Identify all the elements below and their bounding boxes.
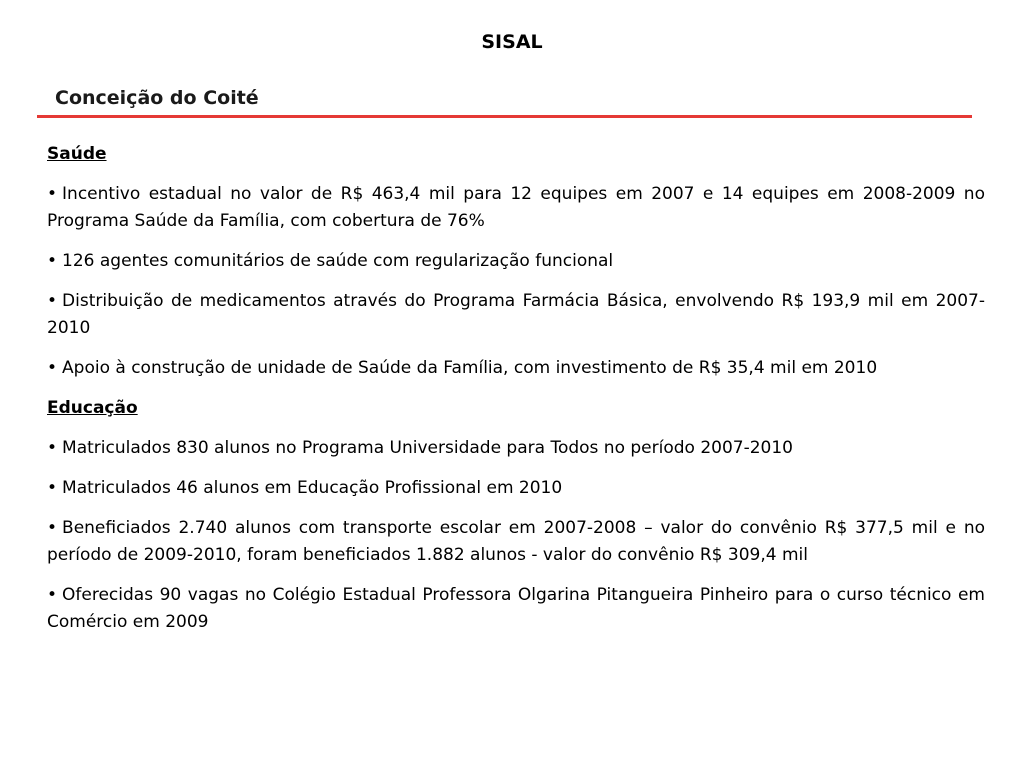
slide-title: SISAL <box>481 31 543 53</box>
list-item-text: Distribuição de medicamentos através do Programa Farmácia Básica, envolvendo R$ 193,9 mil em 2007-2010 <box>47 291 985 338</box>
slide-content <box>47 141 985 649</box>
bullet-icon: • <box>47 291 58 311</box>
bullet-icon: • <box>47 184 58 204</box>
list-item-text: Beneficiados 2.740 alunos com transporte escolar em 2007-2008 – valor do convênio R$ 377,5 mil e no período de 2009-2010, foram beneficiados 1.882 alunos - valor do convênio R$ 309,4 mil <box>47 518 985 565</box>
section-educacao <box>47 395 985 636</box>
bullet-icon: • <box>47 478 58 498</box>
list-item <box>47 435 985 462</box>
list-item-text: Matriculados 830 alunos no Programa Universidade para Todos no período 2007-2010 <box>62 438 793 458</box>
list-item <box>47 181 985 235</box>
list-item <box>47 475 985 502</box>
list-item <box>47 355 985 382</box>
list-item-text: Matriculados 46 alunos em Educação Profissional em 2010 <box>62 478 563 498</box>
section-heading: Educação <box>47 398 138 418</box>
list-item <box>47 248 985 275</box>
section-heading: Saúde <box>47 144 107 164</box>
list-item-text: Apoio à construção de unidade de Saúde da Família, com investimento de R$ 35,4 mil em 2010 <box>62 358 878 378</box>
section-saude <box>47 141 985 382</box>
list-item <box>47 288 985 342</box>
bullet-icon: • <box>47 438 58 458</box>
list-item <box>47 582 985 636</box>
list-item-text: Oferecidas 90 vagas no Colégio Estadual Professora Olgarina Pitangueira Pinheiro para o curso técnico em Comércio em 2009 <box>47 585 985 632</box>
slide-subtitle: Conceição do Coité <box>55 87 259 109</box>
bullet-icon: • <box>47 358 58 378</box>
list-item-text: 126 agentes comunitários de saúde com regularização funcional <box>62 251 614 271</box>
list-item-text: Incentivo estadual no valor de R$ 463,4 mil para 12 equipes em 2007 e 14 equipes em 2008-2009 no Programa Saúde da Família, com cobertura de 76% <box>47 184 985 231</box>
bullet-icon: • <box>47 585 58 605</box>
list-item <box>47 515 985 569</box>
bullet-icon: • <box>47 518 58 538</box>
red-divider <box>37 115 972 118</box>
bullet-icon: • <box>47 251 58 271</box>
